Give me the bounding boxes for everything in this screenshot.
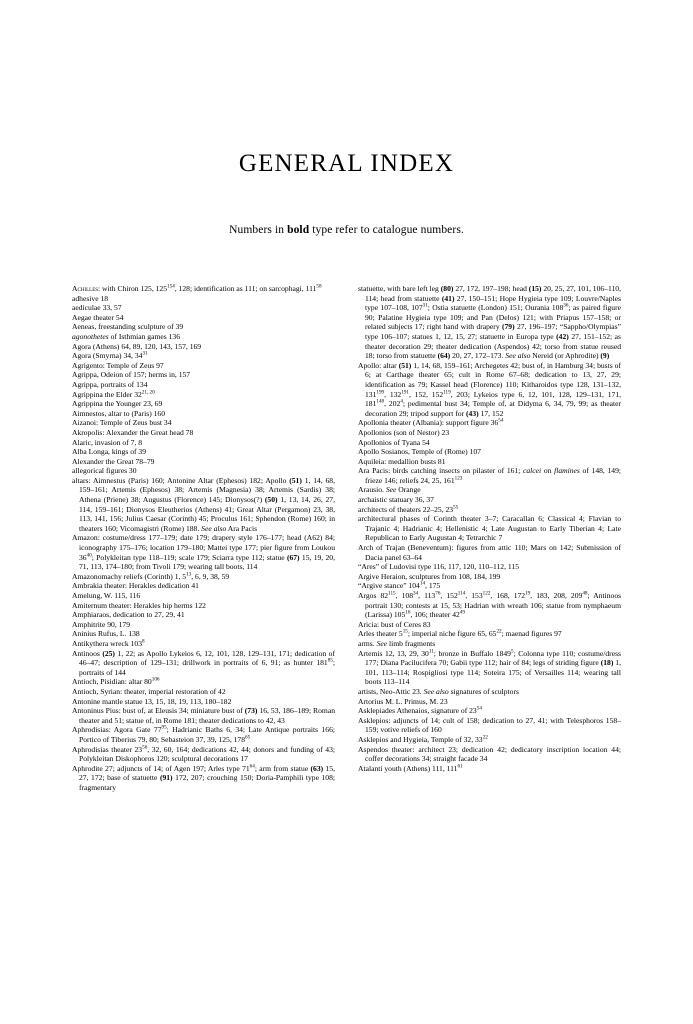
- index-entry: Atalanti youth (Athens) 111, $111^{61}$: [358, 763, 463, 773]
- index-entry: Amazonomachy reliefs (Corinth) 1, $5^{13}$, 6, 9, 38, 59: [72, 571, 230, 581]
- index-entry: Aquileia: medallion busts 81: [358, 456, 446, 466]
- index-entry: Amiternum theater: Herakles hip herms 122: [72, 600, 206, 610]
- index-entry: Argive Heraion, sculptures from 108, 184, 199: [358, 571, 501, 581]
- index-entry: Arausio. See Orange: [358, 485, 421, 495]
- index-entry: Agora (Smyrna) 34, $34^{31}$: [72, 350, 148, 361]
- index-entry: Antonine mantle statue 13, 15, 18, 19, 113, 180–182: [72, 696, 232, 706]
- index-column-left: [72, 284, 335, 792]
- index-entry: agonothetes of Isthmian games 136: [72, 331, 180, 341]
- index-entry: statuette, with bare left leg (80) 27, 172, 197–198; head (15) 20, 25, 27, 101, 106–110, 114; head from statuette (41) 27, 150–151; Hope Hygieia type 109; Louvre/Naples type 107–108, $107^{31}$; Ostia statuette (London) 151; Ourania $108^{36}$; as paired figure 90; Palatine Hygieia type 109; and Pan (Delos) 121; with Priapus 157–158; or related subjects 17; right hand with drapery (79) 27, 196–197; “Sappho/Olympias” type 106–107; statues 1, 12, 15, 27; statuette in Europa type (42) 27, 151–152; as theater decoration 29; theater dedication (Aspendos) 42; torso from statue reused 18; torso from statuette (64) 20, 27, 172–173. See also Nereid (or Aphrodite) (9): [358, 284, 621, 361]
- index-entry: Ara Pacis: birds catching insects on pilaster of 161; calcei on flamines of 148, 149; frieze 146; reliefs 24, 25, $161^{123}$: [358, 466, 622, 485]
- subtitle-suffix: type refer to catalogue numbers.: [309, 224, 464, 236]
- index-entry: Antikythera wreck $103^8$: [72, 638, 145, 648]
- index-entry: Aphrodite 27; adjuncts of 14; of Agen 197; Arles type $71^{64}$; arm from statue (63) 15, 27, 172; base of statuette (91) 172, 207; crouching 150; Doria-Pamphili type 108; fragmentary: [72, 763, 336, 792]
- index-entry: Antinoos (25) 1, 22; as Apollo Lykeios 6, 12, 101, 128, 129–131, 171; dedication of 46–47; description of 129–131; drillwork in portraits of 6, 91; as hunter $181^{85}$; portraits of 144: [72, 648, 336, 677]
- index-entry: Asklepios: adjuncts of 14; cult of 158; dedication to 27, 41; with Telesphoros 158–159; votive reliefs of 160: [358, 715, 621, 735]
- index-entry: Alba Longa, kings of 39: [72, 447, 147, 457]
- index-entry: Aeneas, freestanding sculpture of 39: [72, 322, 184, 332]
- index-entry: Asklepiades Athenaios, signature of $23^{54}$: [358, 705, 482, 716]
- index-entry: Antoninus Pius: bust of, at Eleusis 34; miniature bust of (73) 16, 53, 186–189; Roman theater and 51; statue of, in Rome 181; theater dedications to 42, 43: [72, 706, 335, 725]
- index-entry: arms. See limb fragments: [358, 638, 436, 648]
- index-entry: Agrigento: Temple of Zeus 97: [72, 360, 164, 370]
- index-entry: Asklepios and Hygieia, Temple of 32, $33^{22}$: [358, 734, 488, 744]
- index-entry: Agrippina the Younger 23, 69: [72, 399, 163, 409]
- index-entry: adhesive 18: [72, 293, 109, 303]
- index-entry: Artorius M. L. Primus, M. 23: [358, 696, 448, 706]
- index-entry: Achilles: with Chiron 125, $125^{154}$, 128; identification as 111; on sarcophagi, $111^{58}$: [72, 283, 322, 293]
- index-entry: Aegae theater 54: [72, 312, 124, 322]
- subtitle-prefix: Numbers in: [229, 224, 288, 236]
- index-entry: Amphitrite 90, 179: [72, 619, 131, 629]
- index-entry: Agrippina the Elder 32$^{21, 20}$: [72, 389, 155, 399]
- index-entry: Amphiaraos, dedication to 27, 29, 41: [72, 610, 185, 620]
- index-entry: artists, Neo-Attic 23. See also signatures of sculptors: [358, 686, 519, 696]
- index-entry: Argos $82^{115}$, $108^{34}$, $113^{76}$, $152^{114}$, $153^{122}$, 168, $172^{19}$, 183, 208, $209^{48}$; Antinoos portrait 130; contests at 15, 53; Hadrian with wreath 106; statue from nymphaeum (Larissa) $105^{16}$, 106; theater $42^{49}$: [358, 590, 622, 620]
- index-entry: Amelung, W. 115, 116: [72, 591, 141, 600]
- index-entry: archaistic statuary 36, 37: [358, 495, 434, 505]
- index-entry: Amazon: costume/dress 177–179; date 179; drapery style 176–177; head (A62) 84; iconography 175–176; location 179–180; Mattei type 177; pier figure from Loukou $36^{40}$; Polykleitan type 118–119; scale 179; Sciarra type 112; statue (67) 15, 19, 20, 71, 113, 174–180; from Tivoli 179; wearing tall boots, 114: [72, 533, 335, 572]
- index-entry: Apollonios of Tyana 54: [358, 437, 430, 447]
- index-entry: Antioch, Pisidian: altar $80^{106}$: [72, 676, 160, 687]
- index-entry: Antioch, Syrian: theater, imperial restoration of 42: [72, 686, 226, 696]
- index-entry: Aricia: bust of Ceres 83: [358, 619, 431, 629]
- index-entry: Arch of Trajan (Beneventum): figures from attic 110; Mars on 142; Submission of Dacia panel 63–64: [358, 543, 621, 562]
- index-entry: Aphrodisias theater $23^{56}$, 32, 60, 164; dedications 42, 44; donors and funding of 43; Polykleitan Diskophoros 120; sculptural decorations 17: [72, 743, 336, 764]
- index-entry: Aphrodisias: Agora Gate $77^{95}$; Hadrianic Baths 6, 34; Late Antique portraits 166; Portico of Tiberius 79, 80; Sebasteion 37, 39, 125, $178^{65}$: [72, 724, 335, 744]
- index-entry: Apollonios (son of Nestor) 23: [358, 427, 450, 437]
- index-entry: Akropolis: Alexander the Great head 78: [72, 427, 194, 437]
- index-entry: architectural phases of Corinth theater 3–7; Caracallan 6; Classical 4; Flavian to Trajanic 4; Hadrianic 4; Hellenistic 4; Late Augustan to Early Tiberian 4; Late Republican to Early Augustan 4; Tetrarchic 7: [358, 514, 621, 543]
- index-entry: Apollo: altar (51) 1, 14, 68, 159–161; Archegetes 42; bust of, in Hamburg 34; busts of 6; at Carthage theater 65; cult in Rome 67–68; dedication to 13, 27, 29; identification as 79; Kassel head (Florence) 110; Kitharoidos type 128, 131–132, $131^{199}$, $132^{191}$, 152, $152^{119}$, 203; Lykeios type 6, 12, 101, 128, 129–131, 171, $181^{148}$, $202^4$; pedimental bust 34; Temple of, at Didyma 6, 34, 79, 99; as theater decoration 29; tripod support for (43) 17, 152: [358, 360, 622, 418]
- index-entry: allegorical figures 30: [72, 466, 137, 476]
- index-column-right: [358, 284, 621, 792]
- index-entry: Apollonia theater (Albania): support figure $36^{54}$: [358, 417, 504, 428]
- index-entry: Aizanoi: Temple of Zeus bust 34: [72, 418, 172, 428]
- index-entry: Aimnestos, altar to (Paris) 160: [72, 408, 166, 418]
- index-entry: altars: Aimnestus (Paris) 160; Antonine Altar (Ephesos) 182; Apollo (51) 1, 14, 68, 159–161; Artemis (Ephesos) 38; Artemis (Magnesia) 38; Artemis (Sardis) 38; Athena (Priene) 38; Augustus (Florence) 145; Dionysos(?) (50) 1, 13, 14, 26, 27, 114, 159–161; Dionysos Eleutherios (Athens) 41; Great Altar (Pergamon) 23, 38, 113, 141, 156; Julius Caesar (Corinth) 45; Proculus 161; Sphendon (Rome) 160; in theaters 160; Vicomagistri (Rome) 188. See also Ara Pacis: [72, 475, 336, 533]
- index-entry: Ambrakia theater: Herakles dedication 41: [72, 581, 199, 591]
- index-entry: aediculae 33, 57: [72, 303, 122, 313]
- index-entry: Alaric, invasion of 7, 8: [72, 437, 143, 447]
- index-entry: “Ares” of Ludovisi type 116, 117, 120, 110–112, 115: [358, 562, 519, 572]
- index-entry: Aninius Rufus, L. 138: [72, 629, 140, 639]
- index-entry: Aspendos theater: architect 23; dedication 42; dedicatory inscription location 44; coffer decorations 34; straight facade 34: [358, 744, 621, 764]
- page-title: GENERAL INDEX: [238, 150, 455, 177]
- index-columns: [0, 236, 693, 792]
- subtitle-emphasis: bold: [287, 224, 310, 236]
- index-entry: Artemis 12, 13, 29, $30^{11}$; bronze in Buffalo 1849$^5$; Colonna type 110; costume/dress 177; Diana Pacilucifera 70; Gabii type 112; hair of 84; legs of striding figure (18) 1, 101, 113–114; Rospigliosi type 114; Soteira 175; of Versailles 114; wearing tall boots 113–114: [358, 648, 621, 687]
- index-entry: Agora (Athens) 64, 89, 120, 143, 157, 169: [72, 341, 202, 351]
- index-entry: Arles theater $5^{15}$; imperial niche figure 65, $65^{22}$; maenad figures 97: [358, 628, 562, 639]
- index-entry: architects of theaters 22–25, $23^{55}$: [358, 504, 459, 514]
- index-entry: Agrippa, portraits of 134: [72, 379, 148, 389]
- index-entry: Agrippa, Odeion of 157; herms in, 157: [72, 370, 191, 380]
- index-entry: “Argive stance” $104^{14}$, 175: [358, 580, 441, 591]
- index-entry: Alexander the Great 78–79: [72, 456, 155, 466]
- page-subtitle: [0, 178, 693, 236]
- index-entry: Apollo Sosianos, Temple of (Rome) 107: [358, 447, 481, 457]
